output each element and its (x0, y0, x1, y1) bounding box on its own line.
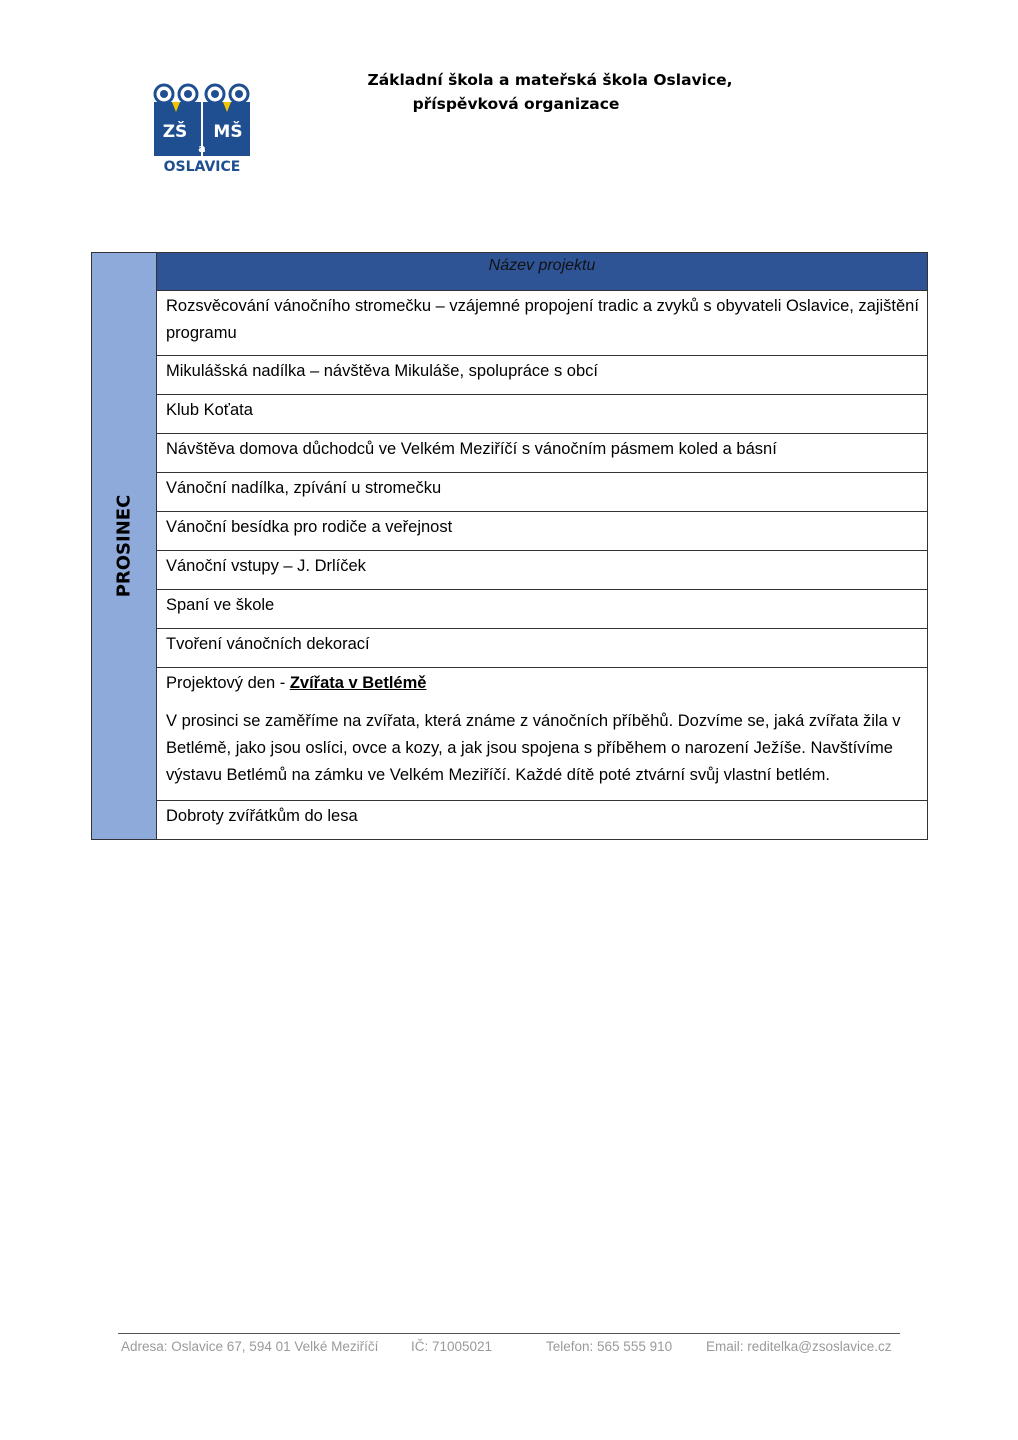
logo-text-middle: a (198, 142, 206, 155)
footer-ic: IČ: 71005021 (411, 1339, 493, 1354)
project-day-item (157, 668, 928, 801)
table-row (92, 473, 928, 512)
column-header: Název projektu (157, 253, 928, 291)
table-row (92, 434, 928, 473)
table-row (92, 801, 928, 840)
project-table (91, 252, 928, 840)
logo-text-bottom: OSLAVICE (163, 159, 241, 174)
table-header-row (92, 253, 928, 291)
school-name-line2: příspěvková organizace (412, 95, 620, 113)
month-cell (92, 253, 157, 840)
school-name (300, 68, 800, 116)
project-item: Dobroty zvířátkům do lesa (157, 801, 928, 840)
footer-phone: Telefon: 565 555 910 (546, 1339, 673, 1354)
table-row (92, 590, 928, 629)
school-name-line1: Základní škola a mateřská škola Oslavice, (367, 71, 733, 89)
footer-address: Adresa: Oslavice 67, 594 01 Velké Meziříčí (121, 1339, 379, 1354)
project-item: Rozsvěcování vánočního stromečku – vzájemné propojení tradic a zvyků s obyvateli Oslavice, zajištění programu (157, 291, 928, 356)
table-row (92, 512, 928, 551)
table-row (92, 356, 928, 395)
project-day-description: V prosinci se zaměříme na zvířata, která známe z vánočních příběhů. Dozvíme se, jaká zvířata žila v Betlémě, jako jsou oslíci, ovce a kozy, a jak jsou spojena s příběhem o narození Ježíše. Navštívíme výstavu Betlémů na zámku ve Velkém Meziříčí. Každé dítě poté ztvární svůj vlastní betlém. (166, 712, 901, 784)
table-row (92, 629, 928, 668)
footer-email: Email: reditelka@zsoslavice.cz (706, 1339, 892, 1354)
table-row (92, 395, 928, 434)
project-item: Vánoční nadílka, zpívání u stromečku (157, 473, 928, 512)
logo-text-left: ZŠ (162, 122, 188, 142)
month-label: PROSINEC (113, 494, 135, 598)
logo-text-right: MŠ (213, 122, 243, 142)
table-row (92, 668, 928, 801)
project-item: Mikulášská nadílka – návštěva Mikuláše, spolupráce s obcí (157, 356, 928, 395)
footer-divider (118, 1333, 900, 1334)
project-item: Spaní ve škole (157, 590, 928, 629)
project-item: Klub Koťata (157, 395, 928, 434)
project-item: Tvoření vánočních dekorací (157, 629, 928, 668)
project-day-title: Zvířata v Betlémě (289, 674, 427, 692)
project-item: Vánoční vstupy – J. Drlíček (157, 551, 928, 590)
project-item: Vánoční besídka pro rodiče a veřejnost (157, 512, 928, 551)
school-logo (152, 82, 252, 174)
table-row (92, 551, 928, 590)
project-item: Návštěva domova důchodců ve Velkém Meziříčí s vánočním pásmem koled a básní (157, 434, 928, 473)
table-row (92, 291, 928, 356)
project-day-prefix: Projektový den - (166, 674, 290, 692)
